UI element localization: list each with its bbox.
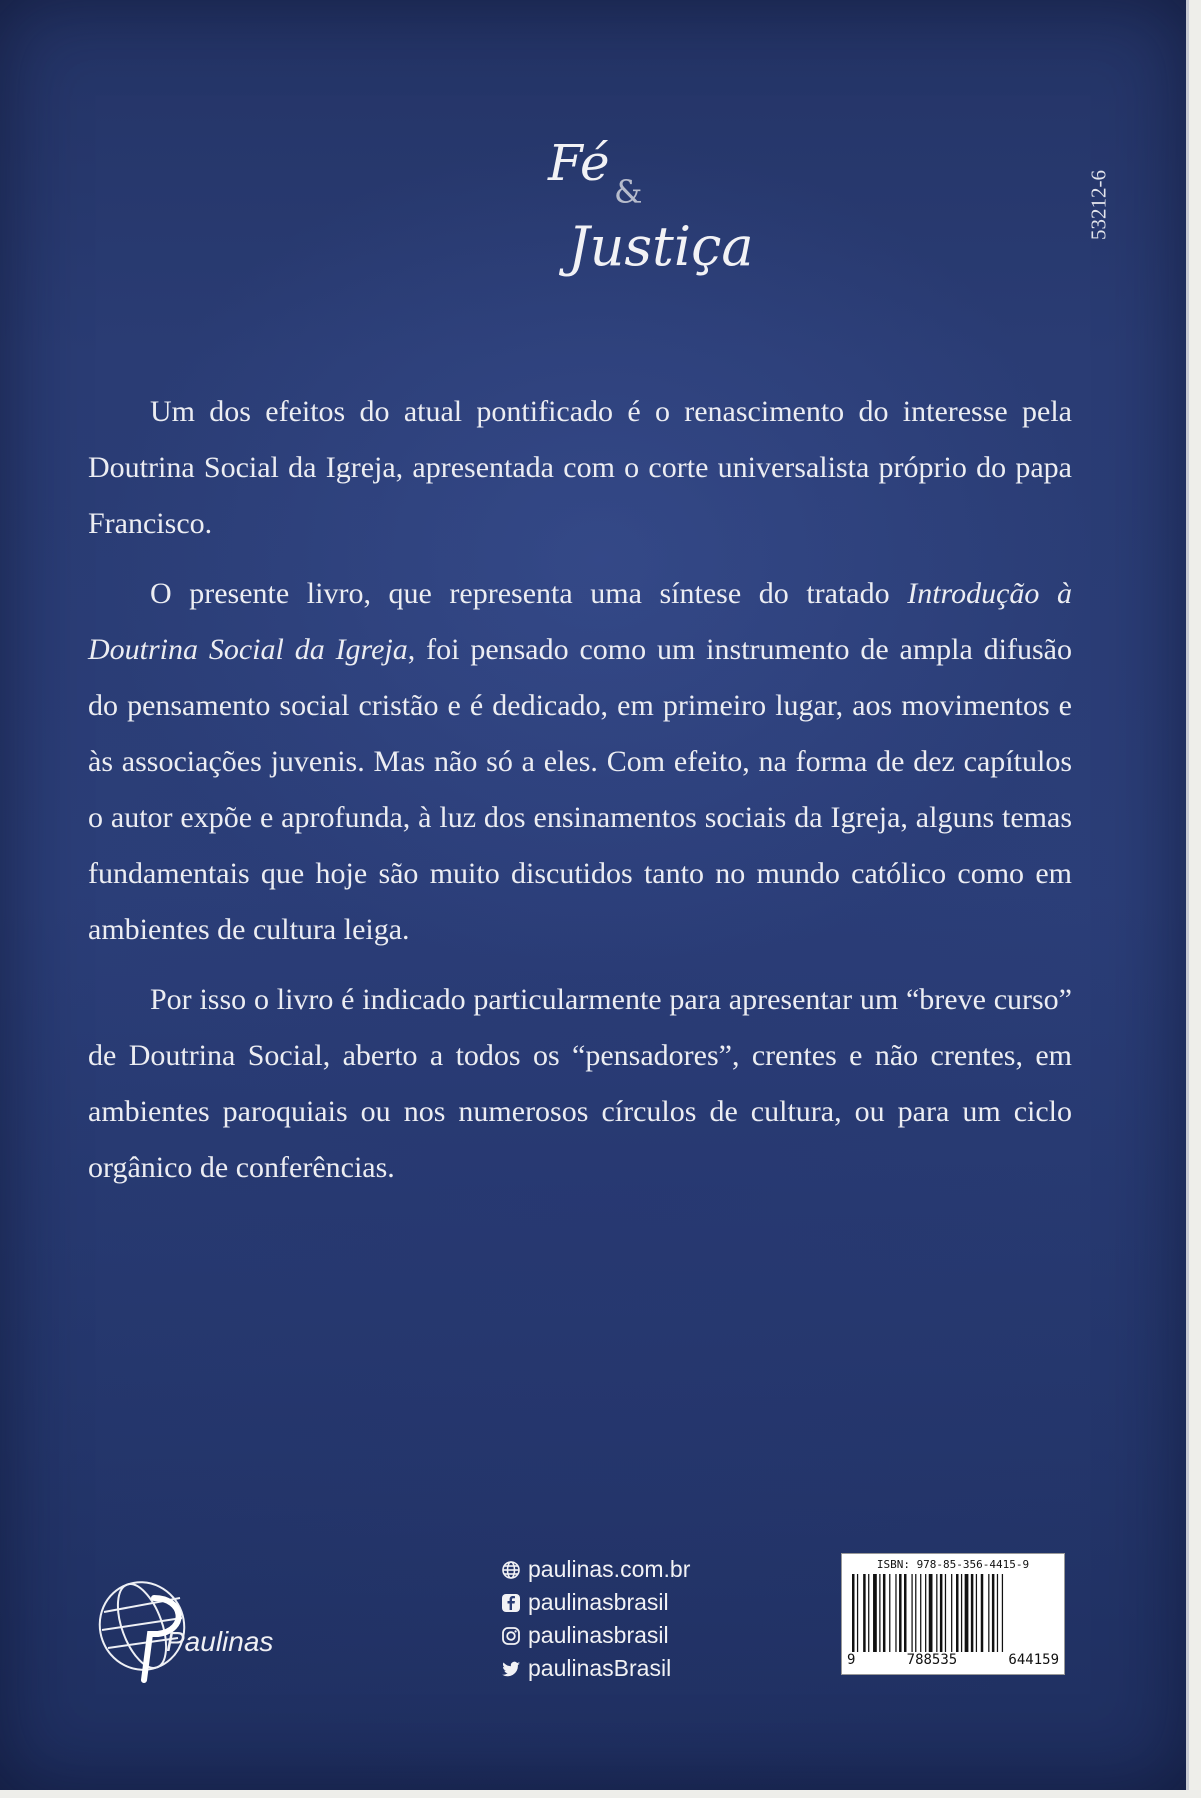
social-label: paulinasbrasil bbox=[528, 1589, 669, 1615]
blurb-paragraph-3 bbox=[88, 972, 1072, 1196]
social-label: paulinasBrasil bbox=[528, 1655, 672, 1681]
barcode-bar bbox=[857, 1574, 858, 1652]
barcode-digit-left: 788535 bbox=[906, 1652, 958, 1668]
publisher-logo bbox=[84, 1568, 274, 1688]
barcode-bar bbox=[899, 1574, 902, 1652]
social-facebook bbox=[500, 1586, 720, 1619]
barcode-bar bbox=[956, 1574, 959, 1652]
barcode-bars bbox=[850, 1574, 1056, 1652]
barcode-bar bbox=[863, 1574, 866, 1652]
barcode-bar bbox=[981, 1574, 984, 1652]
barcode-bar bbox=[951, 1574, 952, 1652]
barcode-bar bbox=[936, 1574, 937, 1652]
barcode-bar bbox=[929, 1574, 933, 1652]
barcode-bar bbox=[911, 1574, 912, 1652]
blurb bbox=[88, 384, 1072, 1210]
facebook-icon bbox=[500, 1592, 522, 1614]
barcode-bar bbox=[883, 1574, 886, 1652]
barcode-bar bbox=[904, 1574, 907, 1652]
paragraph-text: Por isso o livro é indicado particularmente para apresentar um “breve curso” de Doutrina Social, aberto a todos os “pensadores”, crentes e não crentes, em ambientes paroquiais ou nos numerosos círculos de cultura, ou para um ciclo orgânico de conferências. bbox=[88, 983, 1072, 1184]
publisher-socials bbox=[500, 1553, 720, 1685]
social-label: paulinas.com.br bbox=[528, 1556, 691, 1582]
barcode-bar bbox=[965, 1574, 969, 1652]
twitter-icon bbox=[500, 1658, 522, 1680]
globe-icon bbox=[500, 1559, 522, 1581]
social-twitter bbox=[500, 1652, 720, 1685]
instagram-icon bbox=[500, 1625, 522, 1647]
product-code-text: 53212-6 bbox=[1086, 170, 1111, 240]
barcode-digit-lead: 9 bbox=[847, 1652, 856, 1668]
barcode-bar bbox=[873, 1574, 877, 1652]
paragraph-text: O presente livro, que representa uma síntese do tratado bbox=[150, 577, 908, 610]
barcode-bar bbox=[895, 1574, 896, 1652]
barcode-bar bbox=[992, 1574, 995, 1652]
isbn-barcode bbox=[841, 1553, 1065, 1675]
barcode-bar bbox=[868, 1574, 869, 1652]
product-code bbox=[1082, 150, 1116, 260]
barcode-bar bbox=[997, 1574, 998, 1652]
blurb-paragraph-1 bbox=[88, 384, 1072, 552]
barcode-bar bbox=[971, 1574, 974, 1652]
barcode-bar bbox=[988, 1574, 989, 1652]
social-instagram bbox=[500, 1619, 720, 1652]
barcode-bar bbox=[915, 1574, 916, 1652]
blurb-paragraph-2 bbox=[88, 566, 1072, 958]
barcode-bar bbox=[940, 1574, 943, 1652]
barcode-bar bbox=[920, 1574, 921, 1652]
title-ampersand: & bbox=[614, 173, 643, 211]
barcode-bar bbox=[889, 1574, 890, 1652]
barcode-bar bbox=[961, 1574, 962, 1652]
book-reference: Introdução à Doutrina Social da Igreja bbox=[88, 577, 1073, 666]
paragraph-text: Um dos efeitos do atual pontificado é o renascimento do interesse pela Doutrina Social da Igreja, apresentada com o corte universalista próprio do papa Francisco. bbox=[88, 395, 1072, 540]
barcode-bar bbox=[976, 1574, 977, 1652]
publisher-name: Paulinas bbox=[166, 1626, 274, 1657]
barcode-bar bbox=[925, 1574, 926, 1652]
book-title bbox=[540, 134, 800, 288]
barcode-bar bbox=[852, 1574, 855, 1652]
barcode-bar bbox=[879, 1574, 880, 1652]
title-line-2: Justiça bbox=[568, 215, 754, 278]
social-website bbox=[500, 1553, 720, 1586]
barcode-bar bbox=[1002, 1574, 1003, 1652]
barcode-digits bbox=[846, 1652, 1060, 1668]
isbn-text: ISBN: 978-85-356-4415-9 bbox=[876, 1558, 1030, 1571]
title-line-1: Fé bbox=[548, 134, 610, 192]
barcode-bar bbox=[945, 1574, 946, 1652]
paragraph-text: , foi pensado como um instrumento de ampla difusão do pensamento social cristão e é dedicado, em primeiro lugar, aos movimentos e às associações juvenis. Mas não só a eles. Com efeito, na forma de dez capítulos o autor expõe e aprofunda, à luz dos ensinamentos sociais da Igreja, alguns temas fundamentais que hoje são muito discutidos tanto no mundo católico como em ambientes de cultura leiga. bbox=[88, 633, 1073, 946]
social-label: paulinasbrasil bbox=[528, 1622, 669, 1648]
barcode-digit-right: 644159 bbox=[1008, 1652, 1059, 1668]
